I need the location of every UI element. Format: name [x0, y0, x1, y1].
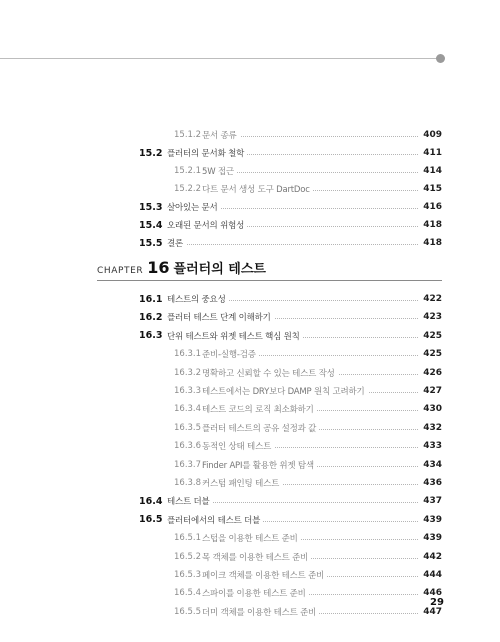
chapter-label: CHAPTER — [97, 266, 144, 276]
toc-number: 16.5.5 — [174, 606, 202, 617]
toc-subsection-row — [0, 437, 500, 455]
toc-number: 16.5.3 — [174, 570, 202, 580]
toc-number: 16.5.1 — [174, 533, 202, 544]
toc-title: 동적인 상태 테스트 — [202, 440, 274, 452]
toc-number: 16.2 — [139, 311, 163, 323]
toc-subsection-row — [0, 162, 500, 180]
toc-page: 418 — [423, 238, 442, 248]
toc-number: 16.3.5 — [174, 422, 202, 433]
header-dot — [436, 54, 445, 63]
toc-section-row — [0, 290, 500, 308]
toc-page: 444 — [423, 570, 442, 580]
toc-page: 437 — [423, 496, 442, 507]
toc-subsection-row — [0, 584, 500, 602]
header-rule — [0, 58, 437, 59]
toc-subsection-row — [0, 474, 500, 492]
toc-title: 살아있는 문서 — [167, 201, 221, 213]
toc-title: 5W 접근 — [202, 165, 237, 177]
toc-title: 플러터의 문서화 철학 — [167, 147, 247, 159]
toc-page: 436 — [423, 478, 442, 488]
toc-title: 테스트 더블 — [167, 495, 213, 507]
toc-title: 다트 문서 생성 도구 DartDoc — [202, 183, 313, 195]
toc-number: 16.4 — [139, 495, 163, 507]
toc-page: 423 — [423, 312, 442, 323]
toc-page: 414 — [423, 166, 442, 176]
toc-subsection-row — [0, 382, 500, 400]
toc-page: 433 — [423, 441, 442, 452]
toc-title: 스텁을 이용한 테스트 준비 — [202, 532, 301, 544]
toc-title: 테스트의 중요성 — [167, 293, 229, 305]
toc-number: 16.5.4 — [174, 588, 202, 599]
toc-subsection-row — [0, 345, 500, 363]
toc-section-row — [0, 144, 500, 162]
toc-number: 15.4 — [139, 219, 163, 231]
toc-page: 446 — [423, 588, 442, 599]
toc-page: 432 — [423, 422, 442, 433]
chapter-number: 16 — [147, 258, 170, 277]
toc-title: 플러터 테스트 단계 이해하기 — [167, 311, 274, 323]
toc-number: 16.3.6 — [174, 441, 202, 452]
toc-number: 15.2.2 — [174, 184, 202, 194]
toc-subsection-row — [0, 566, 500, 584]
toc-title: 명확하고 신뢰할 수 있는 테스트 작성 — [202, 367, 338, 379]
toc-title: Finder API를 활용한 위젯 탐색 — [202, 459, 317, 471]
toc-section-row — [0, 492, 500, 510]
toc-number: 15.5 — [139, 237, 163, 249]
toc-number: 16.5.2 — [174, 551, 202, 562]
toc-number: 15.2.1 — [174, 166, 202, 176]
toc-number: 16.3.4 — [174, 404, 202, 415]
toc-page: 425 — [423, 330, 442, 341]
toc-page: 439 — [423, 514, 442, 525]
toc-page: 409 — [423, 130, 442, 140]
toc-subsection-row — [0, 529, 500, 547]
toc-section-row — [0, 327, 500, 345]
toc-number: 16.3 — [139, 330, 163, 342]
toc-section-row — [0, 216, 500, 234]
toc-section-row — [0, 198, 500, 216]
toc-subsection-row — [0, 364, 500, 382]
toc-section-row — [0, 308, 500, 326]
toc-page: 425 — [423, 349, 442, 360]
toc-title: 플러터에서의 테스트 더블 — [167, 514, 263, 526]
toc-page: 430 — [423, 404, 442, 415]
toc-subsection-row — [0, 126, 500, 144]
toc-page: 416 — [423, 202, 442, 212]
toc-number: 15.3 — [139, 201, 163, 213]
toc-number: 15.2 — [139, 147, 163, 159]
toc-number: 16.3.7 — [174, 459, 202, 470]
toc-title: 목 객체를 이용한 테스트 준비 — [202, 551, 311, 563]
page-number: 29 — [430, 597, 444, 608]
toc-number: 16.3.3 — [174, 386, 202, 396]
toc-subsection-row — [0, 603, 500, 621]
toc-page: 415 — [423, 184, 442, 194]
toc-page: 439 — [423, 533, 442, 544]
toc-title: 문서 종류 — [202, 129, 240, 141]
toc-page: 434 — [423, 459, 442, 470]
toc-page: 442 — [423, 551, 442, 562]
toc-title: 오래된 문서의 위험성 — [167, 219, 247, 231]
toc-section-row — [0, 234, 500, 252]
toc-title: 더미 객체를 이용한 테스트 준비 — [202, 606, 319, 618]
dot-leader — [205, 172, 418, 173]
toc-subsection-row — [0, 400, 500, 418]
toc-title: 페이크 객체를 이용한 테스트 준비 — [202, 569, 327, 581]
toc-title: 결론 — [167, 237, 186, 249]
toc-subsection-row — [0, 456, 500, 474]
toc-number: 15.1.2 — [174, 130, 202, 140]
toc-number: 16.3.8 — [174, 478, 202, 488]
chapter-rule — [97, 280, 442, 281]
toc-number: 16.3.1 — [174, 349, 202, 360]
toc-title: 플러터 테스트의 공유 설정과 값 — [202, 422, 319, 434]
toc-subsection-row — [0, 180, 500, 198]
toc-subsection-row — [0, 548, 500, 566]
toc-section-row — [0, 511, 500, 529]
toc-title: 준비-실행-검증 — [202, 348, 259, 360]
toc-title: 테스트에서는 DRY보다 DAMP 원칙 고려하기 — [202, 385, 368, 397]
toc-page: 426 — [423, 367, 442, 378]
chapter-title: 플러터의 테스트 — [173, 262, 266, 277]
toc-subsection-row — [0, 419, 500, 437]
toc-title: 단위 테스트와 위젯 테스트 핵심 원칙 — [167, 330, 303, 342]
toc-page: 427 — [423, 386, 442, 396]
toc-number: 16.3.2 — [174, 367, 202, 378]
toc-page: 411 — [423, 148, 442, 158]
dot-leader — [175, 244, 418, 245]
toc-page: 422 — [423, 294, 442, 304]
toc-title: 테스트 코드의 로직 최소화하기 — [202, 403, 317, 415]
chapter-heading — [97, 258, 266, 277]
toc-page: 418 — [423, 220, 442, 230]
toc-number: 16.1 — [139, 293, 163, 305]
toc-title: 커스텀 패인팅 테스트 — [202, 477, 282, 489]
toc-number: 16.5 — [139, 514, 163, 526]
toc-page: 447 — [423, 606, 442, 617]
toc-title: 스파이를 이용한 테스트 준비 — [202, 587, 309, 599]
